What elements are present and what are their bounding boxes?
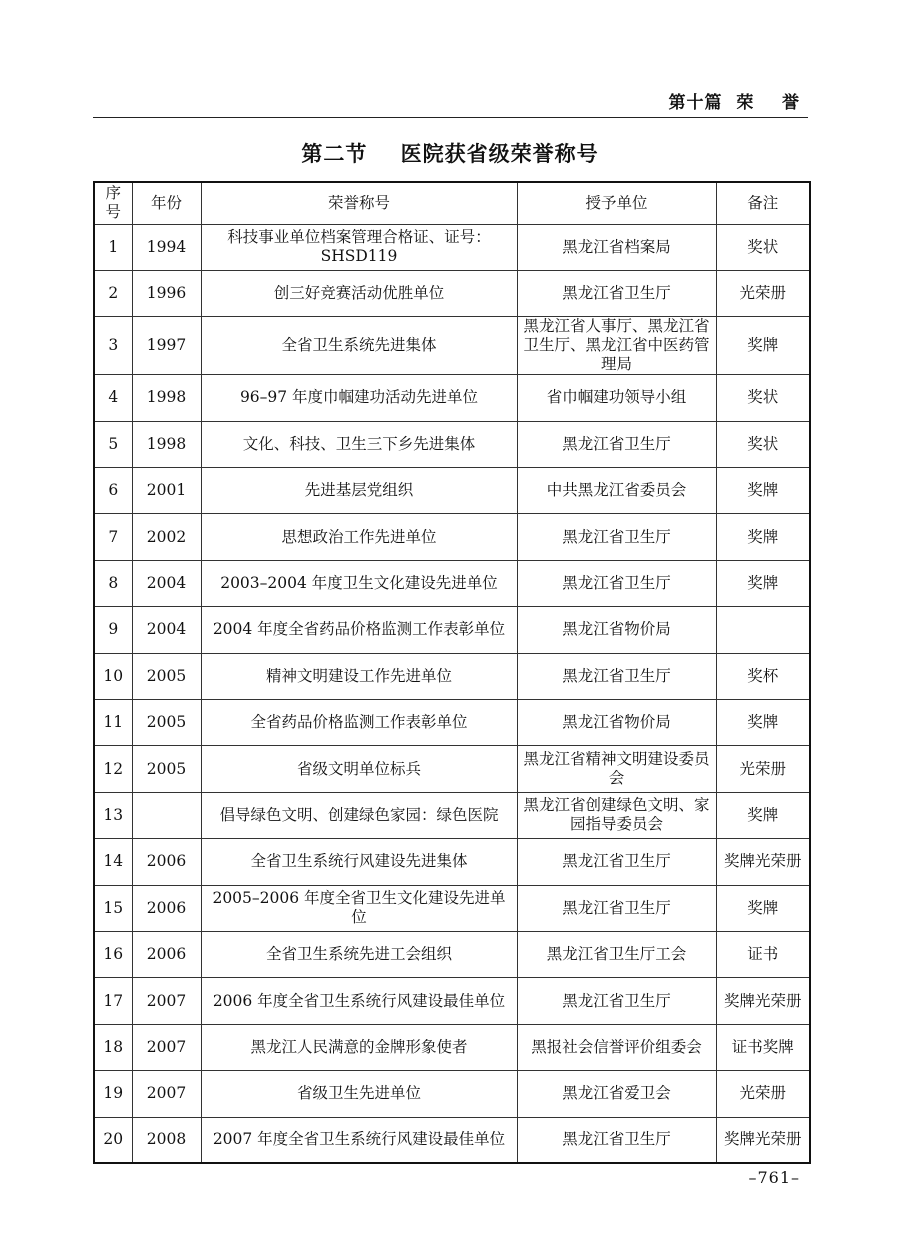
table-header-row xyxy=(94,182,810,224)
table-row xyxy=(94,885,810,931)
table-row xyxy=(94,468,810,514)
running-header: 第十篇 荣 誉 xyxy=(668,93,800,113)
cell-year: 2007 xyxy=(132,1071,201,1117)
cell-no: 18 xyxy=(94,1024,132,1070)
header-rule xyxy=(93,117,808,118)
cell-no: 14 xyxy=(94,839,132,885)
cell-year: 2007 xyxy=(132,978,201,1024)
cell-note: 奖牌 xyxy=(716,792,810,838)
cell-year: 2007 xyxy=(132,1024,201,1070)
column-header-year: 年份 xyxy=(132,182,201,224)
cell-no: 8 xyxy=(94,560,132,606)
cell-unit: 黑龙江省档案局 xyxy=(517,224,716,270)
cell-unit: 省巾帼建功领导小组 xyxy=(517,375,716,421)
table-body xyxy=(94,224,810,1163)
cell-year: 2004 xyxy=(132,607,201,653)
cell-no: 3 xyxy=(94,317,132,375)
table-row xyxy=(94,700,810,746)
cell-year: 2005 xyxy=(132,700,201,746)
cell-note: 奖牌 xyxy=(716,317,810,375)
cell-no: 6 xyxy=(94,468,132,514)
cell-note: 奖牌 xyxy=(716,560,810,606)
cell-year: 2005 xyxy=(132,746,201,792)
cell-title: 倡导绿色文明、创建绿色家园：绿色医院 xyxy=(201,792,517,838)
cell-unit: 黑报社会信誉评价组委会 xyxy=(517,1024,716,1070)
cell-title: 全省药品价格监测工作表彰单位 xyxy=(201,700,517,746)
cell-unit: 黑龙江省创建绿色文明、家园指导委员会 xyxy=(517,792,716,838)
cell-title: 文化、科技、卫生三下乡先进集体 xyxy=(201,421,517,467)
cell-unit: 黑龙江省精神文明建设委员会 xyxy=(517,746,716,792)
cell-title: 省级文明单位标兵 xyxy=(201,746,517,792)
cell-unit: 黑龙江省卫生厅工会 xyxy=(517,931,716,977)
cell-year xyxy=(132,792,201,838)
cell-note: 光荣册 xyxy=(716,746,810,792)
cell-note: 奖牌 xyxy=(716,700,810,746)
cell-no: 5 xyxy=(94,421,132,467)
cell-unit: 黑龙江省物价局 xyxy=(517,700,716,746)
cell-unit: 黑龙江省卫生厅 xyxy=(517,839,716,885)
cell-year: 2006 xyxy=(132,839,201,885)
cell-year: 2008 xyxy=(132,1117,201,1163)
cell-title: 全省卫生系统先进集体 xyxy=(201,317,517,375)
section-title: 第二节 医院获省级荣誉称号 xyxy=(301,142,599,166)
table-row xyxy=(94,607,810,653)
cell-unit: 黑龙江省卫生厅 xyxy=(517,270,716,316)
table-row xyxy=(94,514,810,560)
cell-note xyxy=(716,607,810,653)
table-row xyxy=(94,931,810,977)
cell-unit: 黑龙江省卫生厅 xyxy=(517,560,716,606)
cell-title: 2006 年度全省卫生系统行风建设最佳单位 xyxy=(201,978,517,1024)
cell-title: 全省卫生系统先进工会组织 xyxy=(201,931,517,977)
cell-unit: 黑龙江省卫生厅 xyxy=(517,421,716,467)
cell-year: 1997 xyxy=(132,317,201,375)
cell-unit: 黑龙江省卫生厅 xyxy=(517,1117,716,1163)
cell-unit: 黑龙江省人事厅、黑龙江省卫生厅、黑龙江省中医药管理局 xyxy=(517,317,716,375)
table-row xyxy=(94,1071,810,1117)
cell-no: 2 xyxy=(94,270,132,316)
cell-title: 2003–2004 年度卫生文化建设先进单位 xyxy=(201,560,517,606)
cell-note: 奖杯 xyxy=(716,653,810,699)
cell-year: 1998 xyxy=(132,375,201,421)
cell-no: 15 xyxy=(94,885,132,931)
cell-title: 黑龙江人民满意的金牌形象使者 xyxy=(201,1024,517,1070)
table-row xyxy=(94,270,810,316)
cell-note: 奖牌光荣册 xyxy=(716,978,810,1024)
cell-title: 省级卫生先进单位 xyxy=(201,1071,517,1117)
column-header-note: 备注 xyxy=(716,182,810,224)
cell-note: 奖牌 xyxy=(716,885,810,931)
cell-year: 2006 xyxy=(132,931,201,977)
table-row xyxy=(94,746,810,792)
cell-unit: 黑龙江省卫生厅 xyxy=(517,885,716,931)
table-row xyxy=(94,224,810,270)
cell-title: 2007 年度全省卫生系统行风建设最佳单位 xyxy=(201,1117,517,1163)
cell-year: 2002 xyxy=(132,514,201,560)
cell-unit: 黑龙江省卫生厅 xyxy=(517,653,716,699)
cell-note: 奖状 xyxy=(716,224,810,270)
cell-no: 1 xyxy=(94,224,132,270)
cell-unit: 黑龙江省卫生厅 xyxy=(517,514,716,560)
table-row xyxy=(94,839,810,885)
cell-unit: 黑龙江省卫生厅 xyxy=(517,978,716,1024)
table-row xyxy=(94,560,810,606)
cell-year: 2004 xyxy=(132,560,201,606)
cell-title: 先进基层党组织 xyxy=(201,468,517,514)
cell-note: 奖牌 xyxy=(716,468,810,514)
cell-year: 2005 xyxy=(132,653,201,699)
cell-note: 光荣册 xyxy=(716,270,810,316)
column-header-title: 荣誉称号 xyxy=(201,182,517,224)
cell-unit: 黑龙江省物价局 xyxy=(517,607,716,653)
cell-note: 光荣册 xyxy=(716,1071,810,1117)
cell-title: 精神文明建设工作先进单位 xyxy=(201,653,517,699)
table-row xyxy=(94,978,810,1024)
cell-note: 奖牌光荣册 xyxy=(716,1117,810,1163)
table-row xyxy=(94,1024,810,1070)
cell-note: 奖状 xyxy=(716,375,810,421)
cell-no: 7 xyxy=(94,514,132,560)
cell-year: 1998 xyxy=(132,421,201,467)
cell-no: 17 xyxy=(94,978,132,1024)
cell-no: 20 xyxy=(94,1117,132,1163)
cell-title: 思想政治工作先进单位 xyxy=(201,514,517,560)
honors-table xyxy=(93,181,811,1164)
cell-title: 2004 年度全省药品价格监测工作表彰单位 xyxy=(201,607,517,653)
page-number: –761– xyxy=(748,1168,800,1187)
cell-year: 1996 xyxy=(132,270,201,316)
cell-unit: 黑龙江省爱卫会 xyxy=(517,1071,716,1117)
cell-title: 科技事业单位档案管理合格证、证号：SHSD119 xyxy=(201,224,517,270)
cell-note: 证书 xyxy=(716,931,810,977)
cell-title: 全省卫生系统行风建设先进集体 xyxy=(201,839,517,885)
cell-year: 2001 xyxy=(132,468,201,514)
cell-no: 4 xyxy=(94,375,132,421)
cell-no: 12 xyxy=(94,746,132,792)
cell-unit: 中共黑龙江省委员会 xyxy=(517,468,716,514)
cell-title: 创三好竞赛活动优胜单位 xyxy=(201,270,517,316)
table-row xyxy=(94,375,810,421)
table-row xyxy=(94,317,810,375)
column-header-no: 序号 xyxy=(94,182,132,224)
column-header-unit: 授予单位 xyxy=(517,182,716,224)
cell-no: 10 xyxy=(94,653,132,699)
cell-year: 1994 xyxy=(132,224,201,270)
cell-no: 11 xyxy=(94,700,132,746)
cell-note: 奖状 xyxy=(716,421,810,467)
table-row xyxy=(94,421,810,467)
cell-no: 19 xyxy=(94,1071,132,1117)
cell-note: 奖牌光荣册 xyxy=(716,839,810,885)
cell-note: 证书奖牌 xyxy=(716,1024,810,1070)
cell-no: 16 xyxy=(94,931,132,977)
cell-note: 奖牌 xyxy=(716,514,810,560)
cell-title: 2005–2006 年度全省卫生文化建设先进单位 xyxy=(201,885,517,931)
cell-year: 2006 xyxy=(132,885,201,931)
table-row xyxy=(94,653,810,699)
table-row xyxy=(94,792,810,838)
cell-no: 13 xyxy=(94,792,132,838)
cell-no: 9 xyxy=(94,607,132,653)
cell-title: 96–97 年度巾帼建功活动先进单位 xyxy=(201,375,517,421)
table-row xyxy=(94,1117,810,1163)
